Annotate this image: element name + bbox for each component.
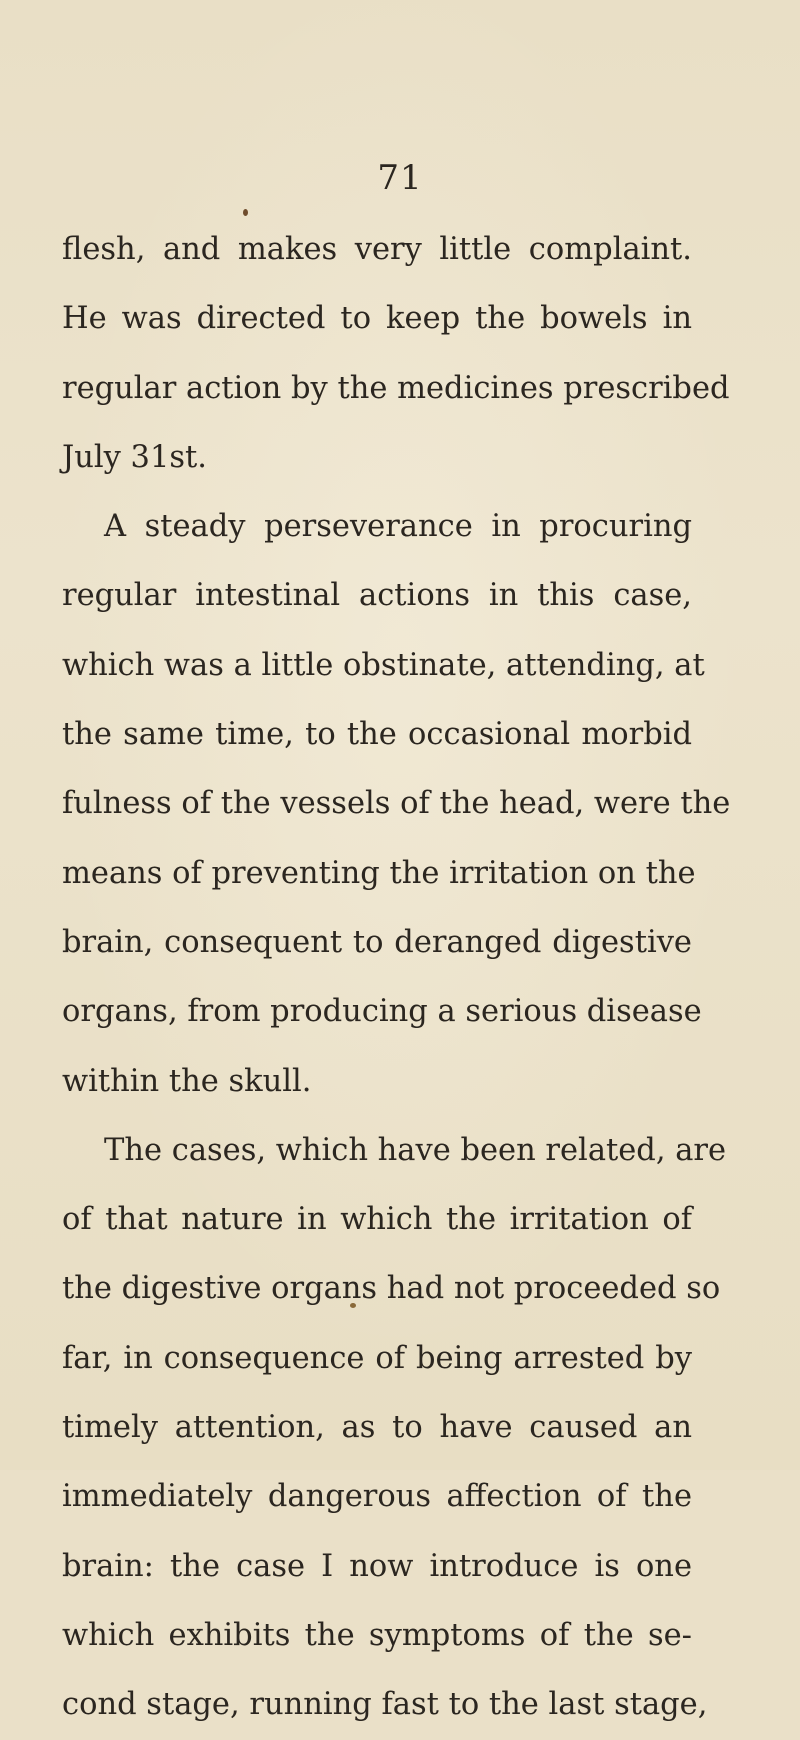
text-line: brain, consequent to deranged digestive	[62, 924, 692, 960]
body-text	[62, 215, 731, 1740]
text-line: which was a little obstinate, attending, at	[62, 647, 705, 683]
text-line: fulness of the vessels of the head, were the	[62, 786, 731, 822]
text-line: which exhibits the symptoms of the se-	[62, 1617, 692, 1653]
text-line: cond stage, running fast to the last stage,	[62, 1687, 708, 1723]
text-line: brain: the case I now introduce is one	[62, 1548, 692, 1584]
text-line: A steady perseverance in procuring	[104, 509, 692, 545]
text-line: immediately dangerous affection of the	[62, 1479, 692, 1515]
text-line: the same time, to the occasional morbid	[62, 717, 692, 753]
text-line: The cases, which have been related, are	[104, 1132, 727, 1168]
text-line: flesh, and makes very little complaint.	[62, 232, 692, 267]
text-line: He was directed to keep the bowels in	[62, 301, 692, 337]
text-line: far, in consequence of being arrested by	[62, 1340, 692, 1376]
page-number: 71	[377, 158, 423, 198]
text-line: the digestive organs had not proceeded so	[62, 1271, 721, 1307]
text-line: within the skull.	[62, 1063, 312, 1099]
text-line: of that nature in which the irritation of	[62, 1202, 692, 1238]
text-line: timely attention, as to have caused an	[62, 1410, 692, 1446]
text-line: regular action by the medicines prescribed	[62, 370, 730, 406]
text-line: July 31st.	[62, 439, 207, 475]
text-line: regular intestinal actions in this case,	[62, 578, 692, 614]
text-line: organs, from producing a serious disease	[62, 994, 702, 1030]
text-line: means of preventing the irritation on the	[62, 855, 696, 891]
